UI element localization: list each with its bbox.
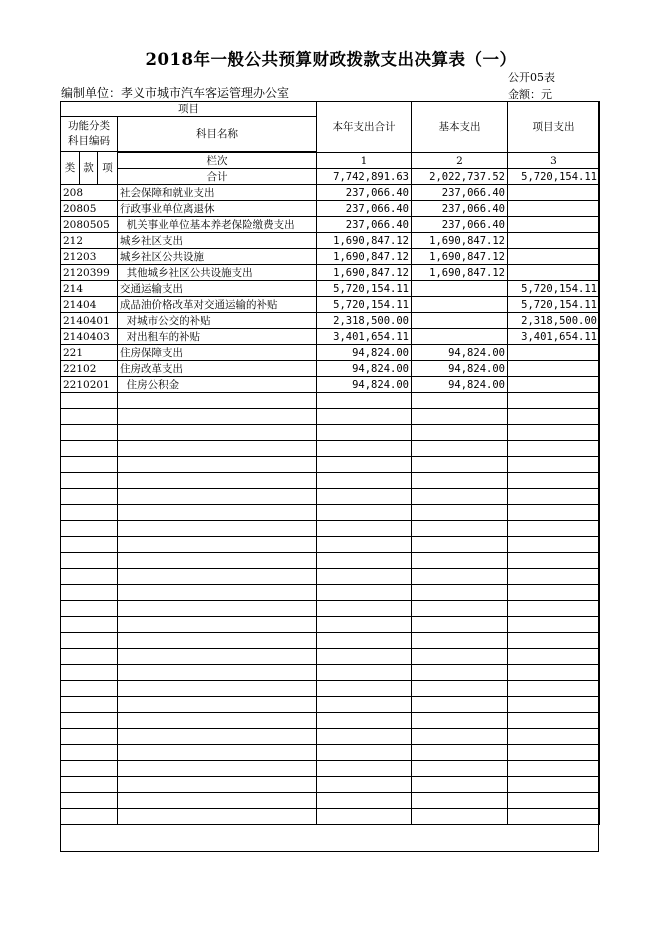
table-row xyxy=(61,297,600,313)
row-name: 机关事业单位基本养老保险缴费支出 xyxy=(118,217,317,233)
empty-row xyxy=(61,697,600,713)
row-project xyxy=(508,249,600,265)
row-basic: 237,066.40 xyxy=(412,201,508,217)
row-code: 212 xyxy=(61,233,118,249)
row-code: 21404 xyxy=(61,297,118,313)
row-total: 2,318,500.00 xyxy=(317,313,412,329)
row-basic: 1,690,847.12 xyxy=(412,233,508,249)
row-total: 237,066.40 xyxy=(317,185,412,201)
table-row xyxy=(61,265,600,281)
row-total: 1,690,847.12 xyxy=(317,233,412,249)
empty-row xyxy=(61,409,600,425)
total-label: 合计 xyxy=(118,169,317,185)
empty-row xyxy=(61,489,600,505)
amount-unit: 金额：元 xyxy=(508,88,552,101)
empty-row xyxy=(61,569,600,585)
empty-row xyxy=(61,521,600,537)
empty-row xyxy=(61,441,600,457)
row-name: 社会保障和就业支出 xyxy=(118,185,317,201)
row-total: 5,720,154.11 xyxy=(317,297,412,313)
row-name: 住房改革支出 xyxy=(118,361,317,377)
table-row xyxy=(61,249,600,265)
row-name: 住房公积金 xyxy=(118,377,317,393)
row-code: 208 xyxy=(61,185,118,201)
table-row xyxy=(61,185,600,201)
header-lei: 类 xyxy=(61,152,80,185)
header-subject-name: 科目名称 xyxy=(118,117,317,152)
row-project xyxy=(508,345,600,361)
empty-row xyxy=(61,809,600,825)
row-name: 对出租车的补贴 xyxy=(118,329,317,345)
total-basic: 2,022,737.52 xyxy=(412,169,508,185)
row-basic: 94,824.00 xyxy=(412,345,508,361)
row-basic: 1,690,847.12 xyxy=(412,249,508,265)
table-row xyxy=(61,217,600,233)
empty-row xyxy=(61,457,600,473)
row-code: 2140401 xyxy=(61,313,118,329)
table-row xyxy=(61,377,600,393)
empty-row xyxy=(61,585,600,601)
empty-row xyxy=(61,761,600,777)
row-total: 237,066.40 xyxy=(317,217,412,233)
header-func-code-line2: 科目编码 xyxy=(68,135,110,147)
row-project: 5,720,154.11 xyxy=(508,297,600,313)
form-number: 公开05表 xyxy=(508,71,555,84)
row-name: 对城市公交的补贴 xyxy=(118,313,317,329)
row-project: 3,401,654.11 xyxy=(508,329,600,345)
row-name: 交通运输支出 xyxy=(118,281,317,297)
row-name: 城乡社区公共设施 xyxy=(118,249,317,265)
col-index-2: 2 xyxy=(412,153,508,169)
row-total: 94,824.00 xyxy=(317,361,412,377)
row-total: 94,824.00 xyxy=(317,345,412,361)
header-project: 项目支出 xyxy=(508,102,600,153)
reporting-unit: 编制单位：孝义市城市汽车客运管理办公室 xyxy=(61,86,290,100)
header-basic: 基本支出 xyxy=(412,102,508,153)
header-item: 项目 xyxy=(61,102,317,117)
table-row xyxy=(61,281,600,297)
row-total: 1,690,847.12 xyxy=(317,265,412,281)
empty-row xyxy=(61,745,600,761)
expenditure-table xyxy=(60,101,600,825)
col-index-3: 3 xyxy=(508,153,600,169)
row-project: 5,720,154.11 xyxy=(508,281,600,297)
row-basic xyxy=(412,297,508,313)
header-func-code xyxy=(61,117,118,152)
table-row xyxy=(61,201,600,217)
row-name: 住房保障支出 xyxy=(118,345,317,361)
row-total: 5,720,154.11 xyxy=(317,281,412,297)
row-code: 22102 xyxy=(61,361,118,377)
empty-row xyxy=(61,617,600,633)
row-basic: 94,824.00 xyxy=(412,377,508,393)
row-total: 237,066.40 xyxy=(317,201,412,217)
empty-row xyxy=(61,393,600,409)
row-basic: 237,066.40 xyxy=(412,217,508,233)
col-index-1: 1 xyxy=(317,153,412,169)
empty-row xyxy=(61,729,600,745)
row-name: 行政事业单位离退休 xyxy=(118,201,317,217)
empty-row xyxy=(61,665,600,681)
row-project xyxy=(508,377,600,393)
empty-row xyxy=(61,537,600,553)
row-code: 21203 xyxy=(61,249,118,265)
empty-row xyxy=(61,505,600,521)
row-basic: 94,824.00 xyxy=(412,361,508,377)
row-code: 221 xyxy=(61,345,118,361)
empty-row xyxy=(61,473,600,489)
row-project: 2,318,500.00 xyxy=(508,313,600,329)
row-basic xyxy=(412,281,508,297)
empty-row xyxy=(61,777,600,793)
empty-row xyxy=(61,649,600,665)
total-sum: 7,742,891.63 xyxy=(317,169,412,185)
empty-row xyxy=(61,681,600,697)
page-title: 2018年一般公共预算财政拨款支出决算表（一） xyxy=(145,50,517,69)
row-code: 2080505 xyxy=(61,217,118,233)
table-row xyxy=(61,329,600,345)
table-row xyxy=(61,233,600,249)
header-kuan: 款 xyxy=(80,152,98,185)
empty-row xyxy=(61,601,600,617)
row-total: 3,401,654.11 xyxy=(317,329,412,345)
row-project xyxy=(508,217,600,233)
header-func-code-line1: 功能分类 xyxy=(68,120,110,132)
row-name: 成品油价格改革对交通运输的补贴 xyxy=(118,297,317,313)
row-basic: 237,066.40 xyxy=(412,185,508,201)
header-xiang: 项 xyxy=(98,152,118,185)
total-project: 5,720,154.11 xyxy=(508,169,600,185)
empty-row xyxy=(61,713,600,729)
empty-row xyxy=(61,425,600,441)
row-code: 2140403 xyxy=(61,329,118,345)
row-name: 其他城乡社区公共设施支出 xyxy=(118,265,317,281)
row-basic xyxy=(412,329,508,345)
row-total: 94,824.00 xyxy=(317,377,412,393)
row-project xyxy=(508,233,600,249)
row-basic: 1,690,847.12 xyxy=(412,265,508,281)
header-total: 本年支出合计 xyxy=(317,102,412,153)
empty-row xyxy=(61,633,600,649)
row-code: 214 xyxy=(61,281,118,297)
row-project xyxy=(508,265,600,281)
row-basic xyxy=(412,313,508,329)
row-code: 20805 xyxy=(61,201,118,217)
row-name: 城乡社区支出 xyxy=(118,233,317,249)
row-code: 2120399 xyxy=(61,265,118,281)
row-project xyxy=(508,185,600,201)
row-code: 2210201 xyxy=(61,377,118,393)
table-row xyxy=(61,345,600,361)
table-row xyxy=(61,361,600,377)
row-project xyxy=(508,201,600,217)
empty-row xyxy=(61,793,600,809)
table-row xyxy=(61,313,600,329)
header-lanci: 栏次 xyxy=(118,153,317,169)
empty-row xyxy=(61,553,600,569)
row-project xyxy=(508,361,600,377)
row-total: 1,690,847.12 xyxy=(317,249,412,265)
